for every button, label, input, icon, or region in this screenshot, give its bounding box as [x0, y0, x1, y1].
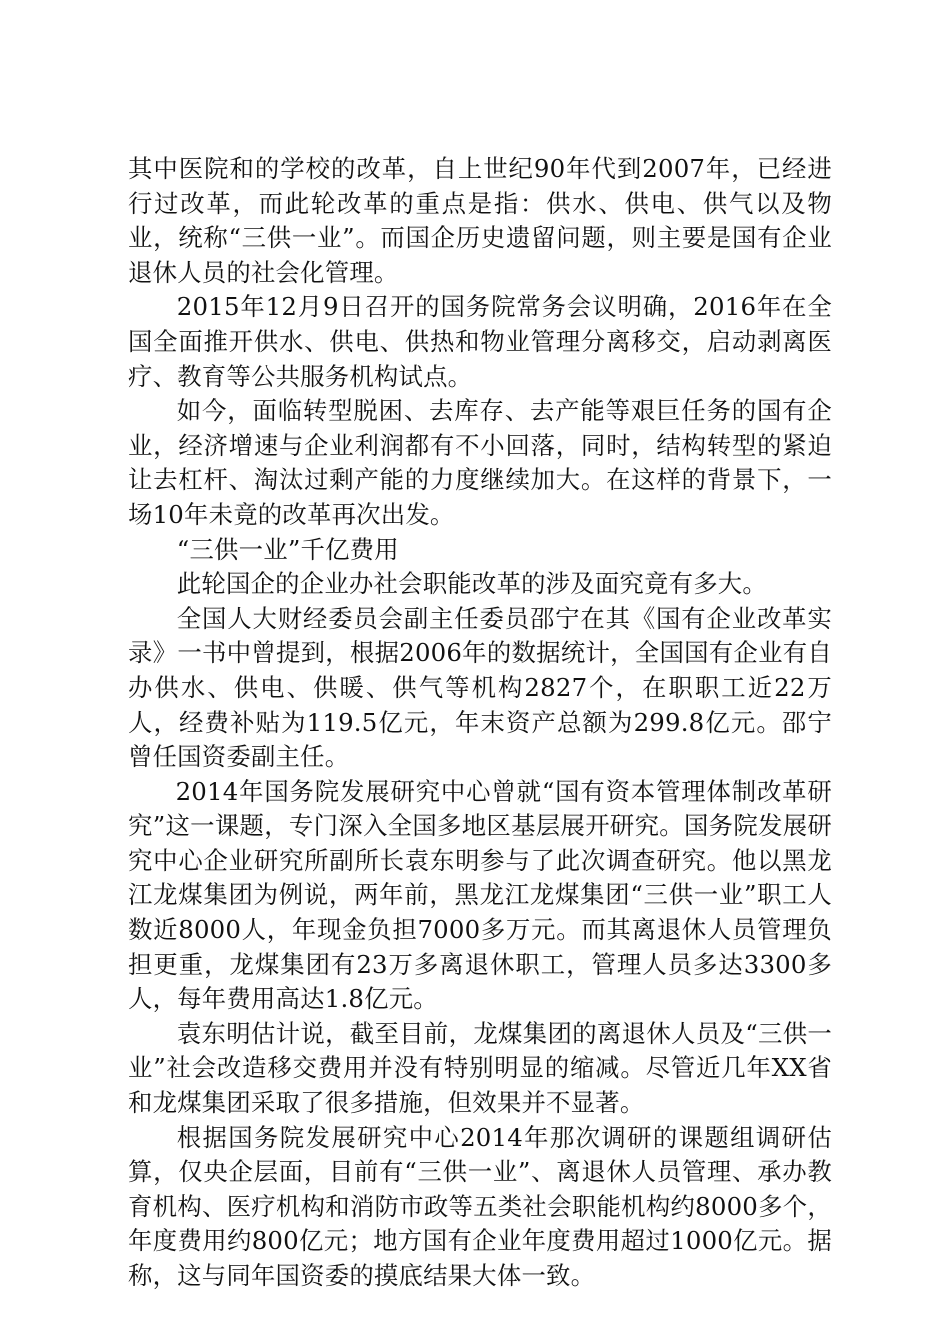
paragraph-7: 袁东明估计说，截至目前，龙煤集团的离退休人员及“三供一业”社会改造移交费用并没有特别明显的缩减。尽管近几年XX省和龙煤集团采取了很多措施，但效果并不显著。 [128, 1018, 832, 1118]
paragraph-4: 此轮国企的企业办社会职能改革的涉及面究竟有多大。 [176, 569, 767, 599]
section-subheading: “三供一业”千亿费用 [176, 534, 399, 564]
paragraph-6: 2014年国务院发展研究中心曾就“国有资本管理体制改革研究”这一课题，专门深入全国多地区基层展开研究。国务院发展研究中心企业研究所副所长袁东明参与了此次调查研究。他以黑龙江龙煤集团为例说，两年前，黑龙江龙煤集团“三供一业”职工人数近8000人，年现金负担7000多万元。而其离退休人员管理负担更重，龙煤集团有23万多离退休职工，管理人员多达3300多人，每年费用高达1.8亿元。 [128, 776, 832, 1014]
document-body [128, 152, 832, 1294]
paragraph-8: 根据国务院发展研究中心2014年那次调研的课题组调研估算，仅央企层面，目前有“三供一业”、离退休人员管理、承办教育机构、医疗机构和消防市政等五类社会职能机构约8000多个，年度费用约800亿元；地方国有企业年度费用超过1000亿元。据称，这与同年国资委的摸底结果大体一致。 [128, 1122, 832, 1290]
paragraph-1: 其中医院和的学校的改革，自上世纪90年代到2007年，已经进行过改革，而此轮改革的重点是指：供水、供电、供气以及物业，统称“三供一业”。而国企历史遗留问题，则主要是国有企业退休人员的社会化管理。 [128, 154, 832, 287]
paragraph-3: 如今，面临转型脱困、去库存、去产能等艰巨任务的国有企业，经济增速与企业利润都有不小回落，同时，结构转型的紧迫让去杠杆、淘汰过剩产能的力度继续加大。在这样的背景下，一场10年未竟的改革再次出发。 [128, 396, 832, 529]
paragraph-5: 全国人大财经委员会副主任委员邵宁在其《国有企业改革实录》一书中曾提到，根据2006年的数据统计，全国国有企业有自办供水、供电、供暖、供气等机构2827个，在职职工近22万人，经费补贴为119.5亿元，年末资产总额为299.8亿元。邵宁曾任国资委副主任。 [128, 603, 832, 772]
paragraph-2: 2015年12月9日召开的国务院常务会议明确，2016年在全国全面推开供水、供电、供热和物业管理分离移交，启动剥离医疗、教育等公共服务机构试点。 [128, 292, 832, 391]
